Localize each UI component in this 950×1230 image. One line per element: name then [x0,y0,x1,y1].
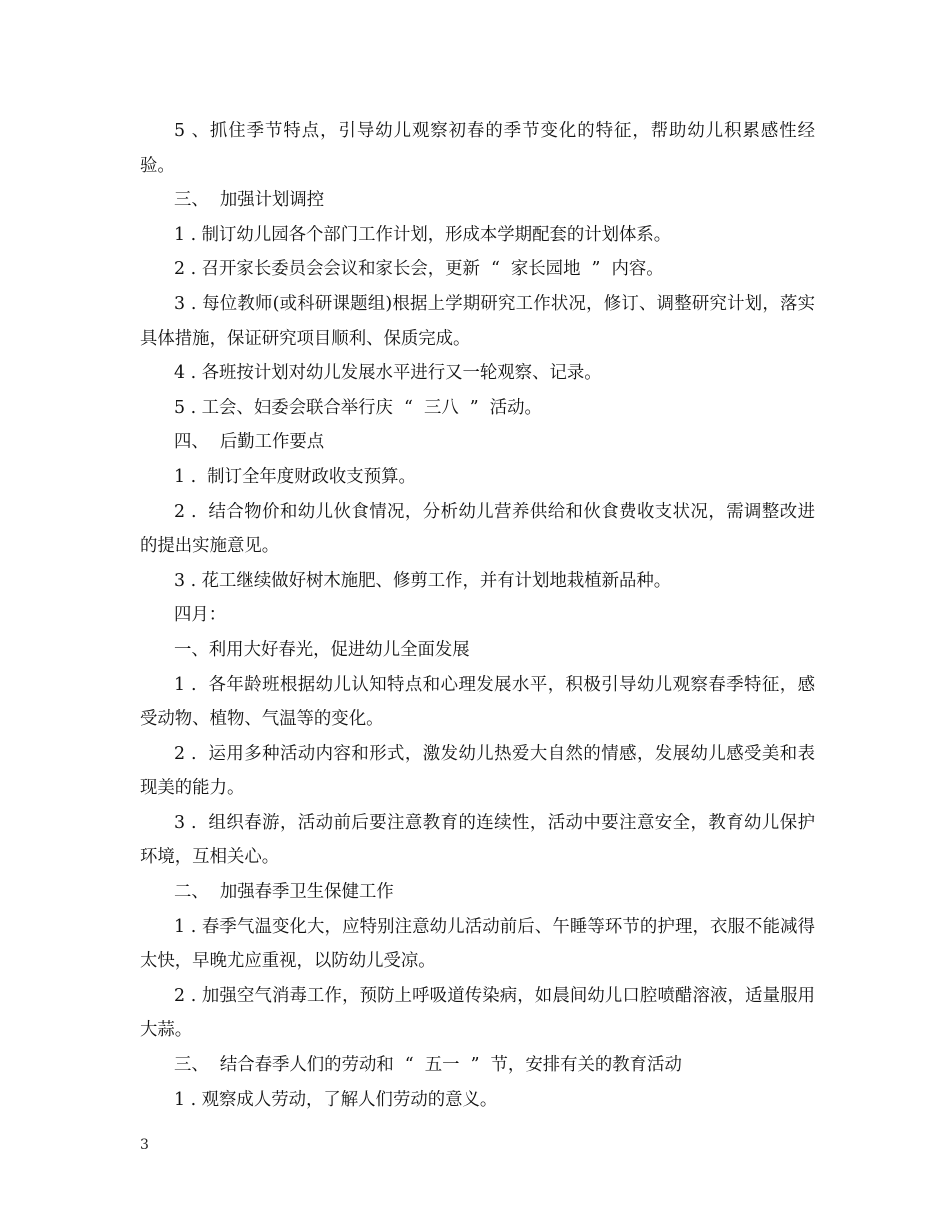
paragraph-item-2: 2 . 加强空气消毒工作，预防上呼吸道传染病，如晨间幼儿口腔喷醋溶液，适量服用大蒜。 [140,985,815,1041]
section-heading-4: 四、 后勤工作要点 [174,432,325,453]
paragraph-item-1: 1 . 制订全年度财政收支预算。 [174,466,416,487]
section-heading-2: 二、 加强春季卫生保健工作 [174,882,394,903]
paragraph-item-3: 3 . 花工继续做好树木施肥、修剪工作，并有计划地栽植新品种。 [174,570,672,591]
paragraph-item-5: 5 . 工会、妇委会联合举行庆 “ 三八 ” 活动。 [174,397,542,418]
section-heading-1: 一、利用大好春光，促进幼儿全面发展 [174,639,470,660]
paragraph-item-1: 1 . 观察成人劳动，了解人们劳动的意义。 [174,1089,498,1110]
paragraph-item-1: 5 、抓住季节特点，引导幼儿观察初春的季节变化的特征，帮助幼儿积累感性经验。 [140,121,815,176]
month-heading: 四月： [174,605,227,626]
paragraph-item-2: 2 . 运用多种活动内容和形式，激发幼儿热爱大自然的情感，发展幼儿感受美和表现美的能力。 [140,743,815,799]
paragraph-item-2: 2 . 结合物价和幼儿伙食情况，分析幼儿营养供给和伙食费收支状况，需调整改进的提出实施意见。 [140,501,815,557]
paragraph-item-1: 1 . 各年龄班根据幼儿认知特点和心理发展水平，积极引导幼儿观察春季特征，感受动物、植物、气温等的变化。 [140,674,815,730]
section-heading-3: 三、 加强计划调控 [174,190,325,211]
paragraph-item-1: 1 . 制订幼儿园各个部门工作计划，形成本学期配套的计划体系。 [174,224,672,245]
paragraph-item-1: 1 . 春季气温变化大，应特别注意幼儿活动前后、午睡等环节的护理，衣服不能减得太快，早晚尤应重视，以防幼儿受凉。 [140,916,815,972]
document-body [140,114,815,1117]
paragraph-item-4: 4 . 各班按计划对幼儿发展水平进行又一轮观察、记录。 [174,363,602,384]
paragraph-item-2: 2 . 召开家长委员会会议和家长会，更新 “ 家长园地 ” 内容。 [174,259,664,280]
page-number: 3 [140,1137,149,1153]
paragraph-item-3: 3 . 组织春游，活动前后要注意教育的连续性，活动中要注意安全，教育幼儿保护环境，互相关心。 [140,812,815,868]
paragraph-item-3: 3 . 每位教师(或科研课题组)根据上学期研究工作状况，修订、调整研究计划，落实具体措施，保证研究项目顺利、保质完成。 [140,293,815,349]
section-heading-3: 三、 结合春季人们的劳动和 “ 五一 ” 节，安排有关的教育活动 [174,1055,682,1076]
